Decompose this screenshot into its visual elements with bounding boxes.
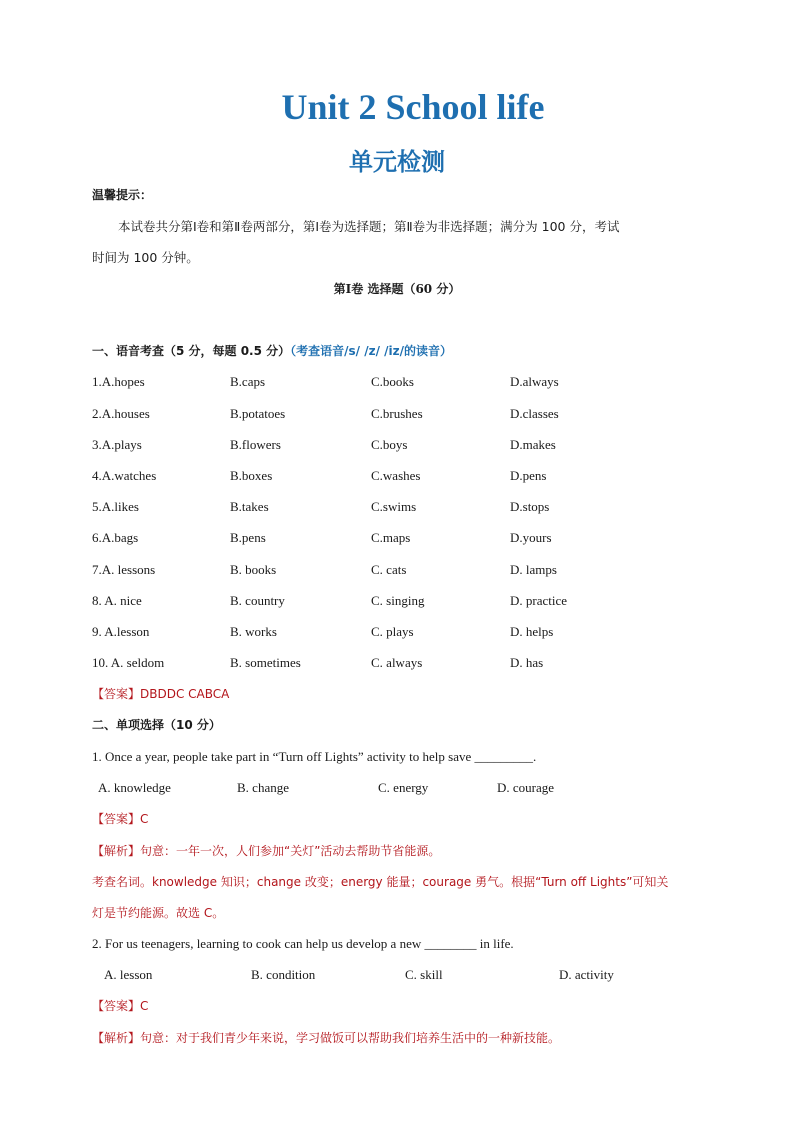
- section1-option-b: B. books: [230, 562, 277, 577]
- q2-option-c: C. skill: [405, 967, 443, 982]
- q1-option-c: C. energy: [378, 780, 429, 795]
- q1-option-b: B. change: [237, 780, 289, 795]
- q1-analysis-1: 【解析】句意：一年一次，人们参加“关灯”活动去帮助节省能源。: [92, 844, 441, 858]
- section1-option-b: B.takes: [230, 499, 269, 514]
- page-subtitle: 单元检测: [349, 148, 445, 176]
- q1-stem: 1. Once a year, people take part in “Turn off Lights” activity to help save _________.: [92, 749, 537, 764]
- section1-option-c: C.boys: [371, 437, 408, 452]
- section1-option-d: D. has: [510, 655, 544, 670]
- section1-option-c: C.brushes: [371, 406, 423, 421]
- section1-option-d: D.classes: [510, 406, 559, 421]
- q2-option-a: A. lesson: [104, 967, 153, 982]
- tips-line-2: 时间为 100 分钟。: [92, 250, 199, 265]
- q1-analysis-3: 灯是节约能源。故选 C。: [92, 906, 225, 920]
- section1-option-d: D. helps: [510, 624, 554, 639]
- q2-answer: 【答案】C: [92, 999, 149, 1013]
- section1-option-b: B. country: [230, 593, 285, 608]
- q1-option-d: D. courage: [497, 780, 555, 795]
- q2-option-b: B. condition: [251, 967, 316, 982]
- q2-option-d: D. activity: [559, 967, 614, 982]
- section1-option-c: C. singing: [371, 593, 425, 608]
- section1-option-c: C. cats: [371, 562, 407, 577]
- section1-option-a: 9. A.lesson: [92, 624, 150, 639]
- section1-option-d: D.always: [510, 374, 559, 389]
- section1-option-d: D.pens: [510, 468, 547, 483]
- section1-option-b: B.caps: [230, 374, 266, 389]
- section1-note: （考查语音/s/ /z/ /iz/的读音）: [290, 344, 453, 358]
- tips-line-1: 本试卷共分第Ⅰ卷和第Ⅱ卷两部分，第Ⅰ卷为选择题；第Ⅱ卷为非选择题；满分为 100 分，考试: [118, 219, 620, 234]
- section1-heading: [92, 342, 452, 360]
- section1-option-d: D.stops: [510, 499, 550, 514]
- section1-option-b: B.flowers: [230, 437, 281, 452]
- part1-heading: 第Ⅰ卷 选择题（60 分）: [333, 282, 461, 296]
- section1-option-b: B. works: [230, 624, 277, 639]
- section2-heading: 二、单项选择（10 分）: [92, 718, 221, 732]
- q1-option-a: A. knowledge: [98, 780, 171, 795]
- q1-answer: 【答案】C: [92, 812, 149, 826]
- section1-option-a: 5.A.likes: [92, 499, 139, 514]
- section1-option-c: C. always: [371, 655, 423, 670]
- section1-option-a: 7.A. lessons: [92, 562, 156, 577]
- section1-option-d: D. lamps: [510, 562, 557, 577]
- section1-option-a: 3.A.plays: [92, 437, 142, 452]
- section1-option-a: 2.A.houses: [92, 406, 150, 421]
- section1-title: 一、语音考查（5 分，每题 0.5 分）: [92, 344, 291, 358]
- section1-option-d: D.makes: [510, 437, 556, 452]
- section1-option-a: 4.A.watches: [92, 468, 157, 483]
- section1-option-a: 6.A.bags: [92, 530, 139, 545]
- section1-option-b: B.pens: [230, 530, 266, 545]
- tips-label: 温馨提示：: [92, 188, 153, 202]
- section1-option-c: C.books: [371, 374, 414, 389]
- section1-option-c: C.maps: [371, 530, 411, 545]
- q2-analysis-1: 【解析】句意：对于我们青少年来说，学习做饭可以帮助我们培养生活中的一种新技能。: [92, 1031, 561, 1045]
- section1-option-a: 10. A. seldom: [92, 655, 165, 670]
- section1-option-d: D.yours: [510, 530, 552, 545]
- section1-option-c: C.washes: [371, 468, 421, 483]
- q2-stem: 2. For us teenagers, learning to cook can help us develop a new ________ in life.: [92, 936, 514, 951]
- section1-option-c: C. plays: [371, 624, 414, 639]
- section1-option-a: 1.A.hopes: [92, 374, 145, 389]
- section1-option-b: B. sometimes: [230, 655, 301, 670]
- section1-option-d: D. practice: [510, 593, 568, 608]
- section1-answer: 【答案】DBDDC CABCA: [92, 687, 230, 701]
- section1-option-b: B.potatoes: [230, 406, 286, 421]
- q1-analysis-2: 考查名词。knowledge 知识；change 改变；energy 能量；courage 勇气。根据“Turn off Lights”可知关: [92, 875, 669, 889]
- section1-option-c: C.swims: [371, 499, 417, 514]
- section1-option-a: 8. A. nice: [92, 593, 142, 608]
- section1-option-b: B.boxes: [230, 468, 273, 483]
- page-title: Unit 2 School life: [281, 87, 545, 127]
